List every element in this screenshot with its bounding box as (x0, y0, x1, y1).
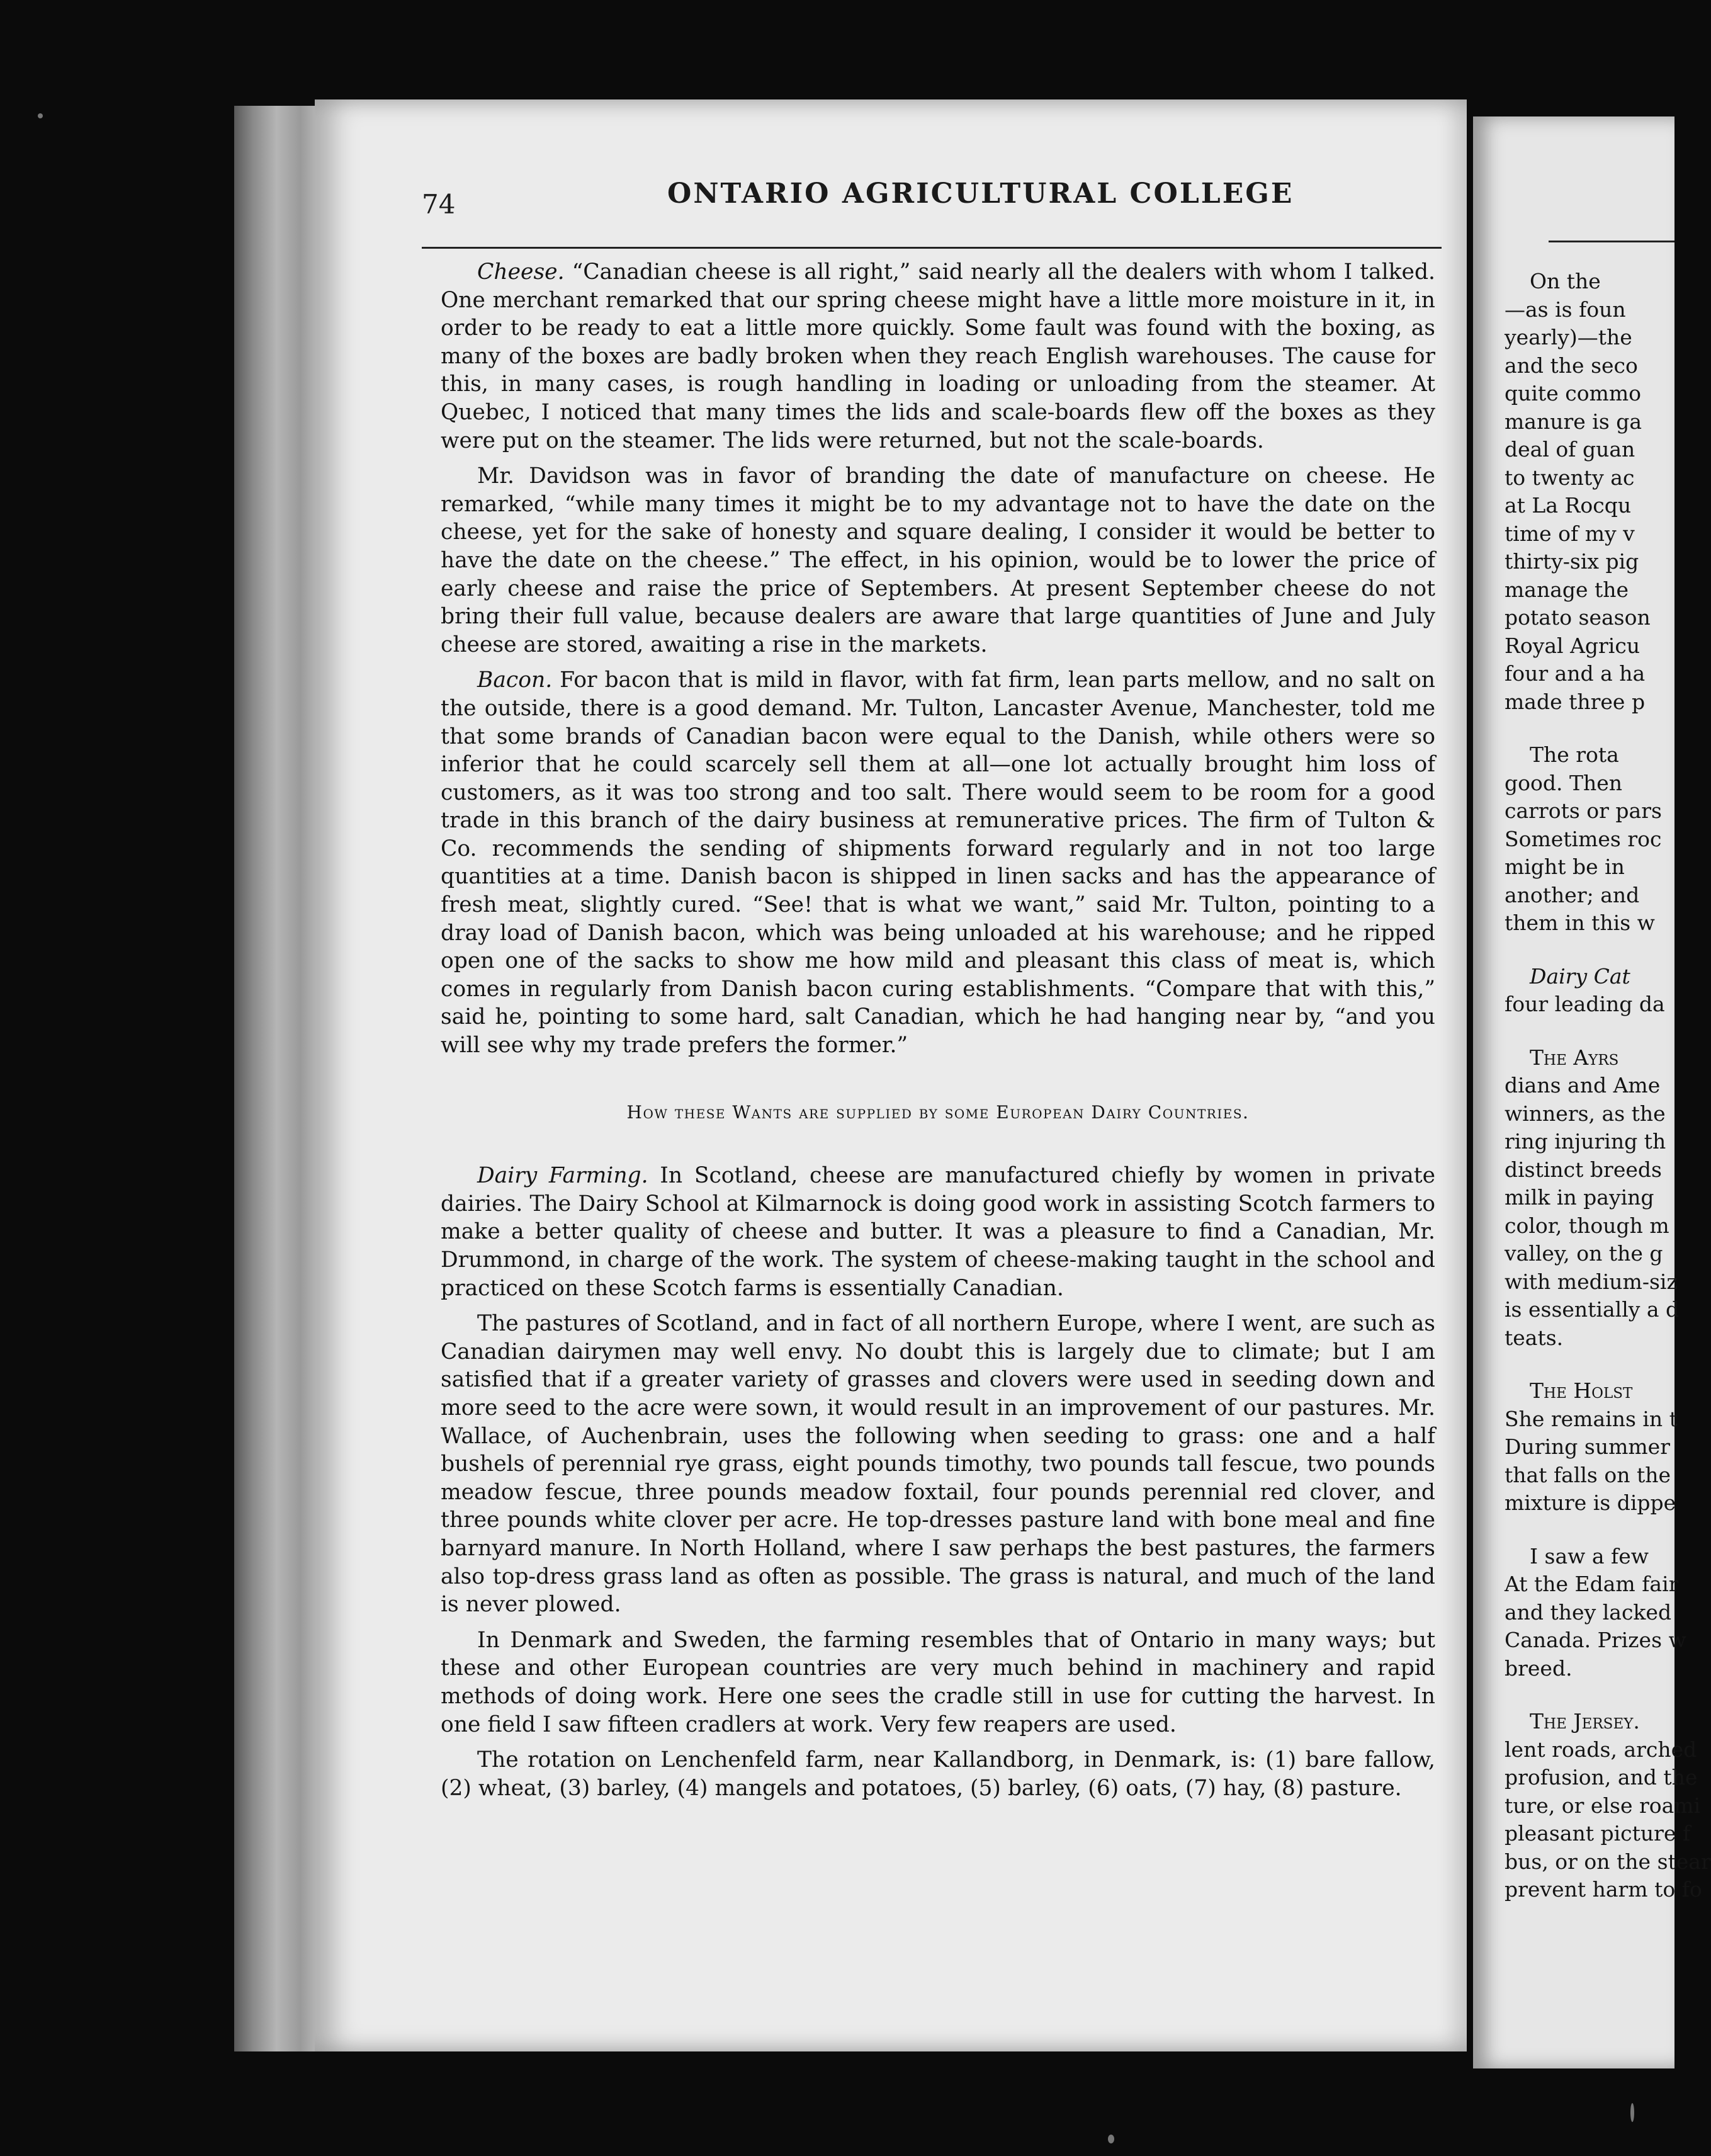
paragraph-lead: Bacon. (477, 667, 553, 693)
right-page-line: to twenty ac (1505, 465, 1635, 490)
right-page-line: profusion, and the (1505, 1765, 1698, 1790)
right-page-line: that falls on the (1505, 1462, 1671, 1487)
right-page-line: four leading da (1505, 992, 1665, 1016)
right-page-line: The Holst (1530, 1378, 1633, 1403)
right-page-line: milk in paying (1505, 1185, 1654, 1210)
paragraph-dairy-farming (441, 1162, 1435, 1302)
page-number: 74 (422, 189, 456, 220)
right-page-line: She remains in t (1505, 1406, 1678, 1431)
paragraph-cheese (441, 258, 1435, 455)
right-page-text (1505, 268, 1711, 1904)
paragraph-text: Mr. Davidson was in favor of branding the date of manufacture on cheese. He remarked, “while many times it might be to my advantage not to have the date on the cheese, yet for the sake of honesty and square dealing, I consider it would be better to have the date on the cheese.” The effect, in his opinion, would be to lower the price of early cheese and raise the price of Septembers. At present September cheese do not bring their full value, because dealers are aware that large quantities of June and July cheese are stored, awaiting a rise in the markets. (441, 463, 1435, 657)
right-page-line: quite commo (1505, 381, 1642, 406)
right-page-line: —as is foun (1505, 297, 1626, 322)
right-page-line: manure is ga (1505, 409, 1642, 434)
right-page-line: lent roads, arched (1505, 1737, 1697, 1762)
film-speck (1630, 2103, 1634, 2122)
right-page-line: manage the (1505, 577, 1629, 602)
right-page-line: thirty-six pig (1505, 549, 1639, 574)
paragraph-text: “Canadian cheese is all right,” said nearly all the dealers with whom I talked. One merchant remarked that our spring cheese might have a little more moisture in it, in order to be ready to eat a little more quickly. Some fault was found with the boxing, as many of the boxes are badly broken when they reach English warehouses. The cause for this, in many cases, is rough handling in loading or unloading from the steamer. At Quebec, I noticed that many times the lids and scale-boards flew off the boxes as they were put on the steamer. The lids were returned, but not the scale-boards. (441, 259, 1436, 453)
header-rule (422, 247, 1442, 249)
right-page-line: The Jersey. (1530, 1709, 1640, 1733)
right-page-line (1505, 1518, 1693, 1543)
right-page-line: potato season (1505, 605, 1651, 630)
right-page-line (1505, 1019, 1693, 1044)
right-page-line: The Ayrs (1530, 1045, 1619, 1070)
paragraph-text: In Denmark and Sweden, the farming resembles that of Ontario in many ways; but these and other European countries are very much behind in machinery and rapid methods of doing work. Here one sees the cradle still in use for cutting the harvest. In one field I saw fifteen cradlers at work. Very few reapers are used. (441, 1627, 1435, 1737)
right-page-line: winners, as the (1505, 1101, 1666, 1126)
main-text (441, 258, 1435, 1810)
right-page-line: deal of guan (1505, 437, 1635, 462)
paragraph-pastures (441, 1310, 1435, 1619)
right-page-line: teats. (1505, 1325, 1564, 1350)
right-page-line: might be in (1505, 854, 1625, 879)
right-page-line (1505, 1682, 1693, 1708)
paragraph-text: For bacon that is mild in flavor, with fat firm, lean parts mellow, and no salt on the outside, there is a good demand. Mr. Tulton, Lancaster Avenue, Manchester, told me that some brands of Canadian bacon were equal to the Danish, while others were so inferior that he could scarcely sell them at all—one lot actually brought him loss of customers, as it was too strong and too salt. There would seem to be room for a good trade in this branch of the dairy business at remunerative prices. The firm of Tulton & Co. recommends the sending of shipments forward regularly and in not too large quantities at a time. Danish bacon is shipped in linen sacks and has the appearance of fresh meat, slightly cured. “See! that is what we want,” said Mr. Tulton, pointing to a dray load of Danish bacon, which was being unloaded at his warehouse; and he ripped open one of the sacks to show me how mild and pleasant this class of meat is, which comes in regularly from Danish bacon curing establishments. “Compare that with this,” said he, pointing to some hard, salt Canadian, which he had hanging near by, “and you will see why my trade prefers the former.” (441, 667, 1436, 1058)
right-page-line: with medium-siz (1505, 1269, 1678, 1294)
right-page-line: four and a ha (1505, 661, 1646, 686)
right-page-line: pleasant picture f (1505, 1821, 1691, 1846)
paragraph-text: The rotation on Lenchenfeld farm, near Kallandborg, in Denmark, is: (1) bare fallow, (2) wheat, (3) barley, (4) mangels and potatoes, (5) barley, (6) oats, (7) hay, (8) pasture. (441, 1747, 1435, 1801)
right-page-line: at La Rocqu (1505, 493, 1632, 518)
right-page-line: mixture is dippe (1505, 1490, 1676, 1515)
right-page-line: them in this w (1505, 911, 1655, 935)
right-page-line: time of my v (1505, 521, 1635, 546)
right-page-line: The rota (1530, 742, 1619, 767)
paragraph-denmark (441, 1626, 1435, 1739)
right-page-line: dians and Ame (1505, 1073, 1661, 1098)
right-page-line: During summer (1505, 1434, 1670, 1459)
right-page-line (1505, 1352, 1693, 1377)
right-page-line: Dairy Cat (1530, 963, 1630, 989)
right-page-line: and the seco (1505, 353, 1638, 378)
right-page-line: I saw a few (1530, 1543, 1649, 1569)
right-page-line: valley, on the g (1505, 1241, 1663, 1266)
paragraph-davidson (441, 462, 1435, 659)
right-page-line: Canada. Prizes w (1505, 1628, 1686, 1652)
right-page-line (1505, 716, 1693, 741)
right-page-line: yearly)—the (1505, 325, 1632, 349)
right-page-line: On the (1530, 269, 1601, 293)
right-page-line: another; and (1505, 882, 1640, 907)
right-page-line: and they lacked (1505, 1599, 1672, 1625)
paragraph-rotation (441, 1746, 1435, 1802)
right-page-line: good. Then (1505, 770, 1623, 795)
film-speck (1108, 2135, 1114, 2143)
right-page-line: bus, or on the stear (1505, 1849, 1711, 1874)
right-page-header-rule (1549, 241, 1674, 242)
paragraph-text: In Scotland, cheese are manufactured chiefly by women in private dairies. The Dairy School at Kilmarnock is doing good work in assisting Scotch farmers to make a better quality of cheese and butter. It was a pleasure to find a Canadian, Mr. Drummond, in charge of the work. The system of cheese-making taught in the school and practiced on these Scotch farms is essentially Canadian. (441, 1163, 1436, 1301)
right-page-line: ring injuring th (1505, 1129, 1666, 1154)
right-page-line: color, though m (1505, 1213, 1669, 1238)
right-page-line: breed. (1505, 1655, 1573, 1681)
paragraph-text: The pastures of Scotland, and in fact of all northern Europe, where I went, are such as Canadian dairymen may well envy. No doubt this is largely due to climate; but I am satisfied that if a greater variety of grasses and clovers were used in seeding down and more seed to the acre were sown, it would result in an improvement of our pastures. Mr. Wallace, of Auchenbrain, uses the following when seeding to grass: one and a half bushels of perennial rye grass, eight pounds timothy, two pounds tall fescue, two pounds meadow fescue, three pounds meadow foxtail, four pounds perennial red clover, and three pounds white clover per acre. He top-dresses pasture land with bone meal and fine barnyard manure. In North Holland, where I saw perhaps the best pastures, the farmers also top-dress grass land as often as possible. The grass is natural, and much of the land is never plowed. (441, 1311, 1435, 1618)
right-page-line (1505, 938, 1693, 963)
right-page-line: prevent harm to fo (1505, 1877, 1702, 1902)
right-page-line: distinct breeds (1505, 1157, 1662, 1182)
paragraph-bacon (441, 666, 1435, 1059)
right-page-line: carrots or pars (1505, 798, 1662, 823)
paragraph-lead: Dairy Farming. (477, 1163, 648, 1189)
right-page-line: Royal Agricu (1505, 633, 1640, 658)
right-page-line: At the Edam fair (1505, 1572, 1679, 1596)
right-page-line: Sometimes roc (1505, 826, 1662, 851)
right-page-line: ture, or else roami (1505, 1793, 1701, 1818)
right-page-line: is essentially a d (1505, 1297, 1680, 1322)
right-page-line: made three p (1505, 689, 1646, 714)
paragraph-lead: Cheese. (477, 259, 565, 285)
running-head: ONTARIO AGRICULTURAL COLLEGE (667, 178, 1294, 210)
film-speck (38, 113, 43, 118)
section-heading: How these Wants are supplied by some European Dairy Countries. (626, 1101, 1250, 1123)
